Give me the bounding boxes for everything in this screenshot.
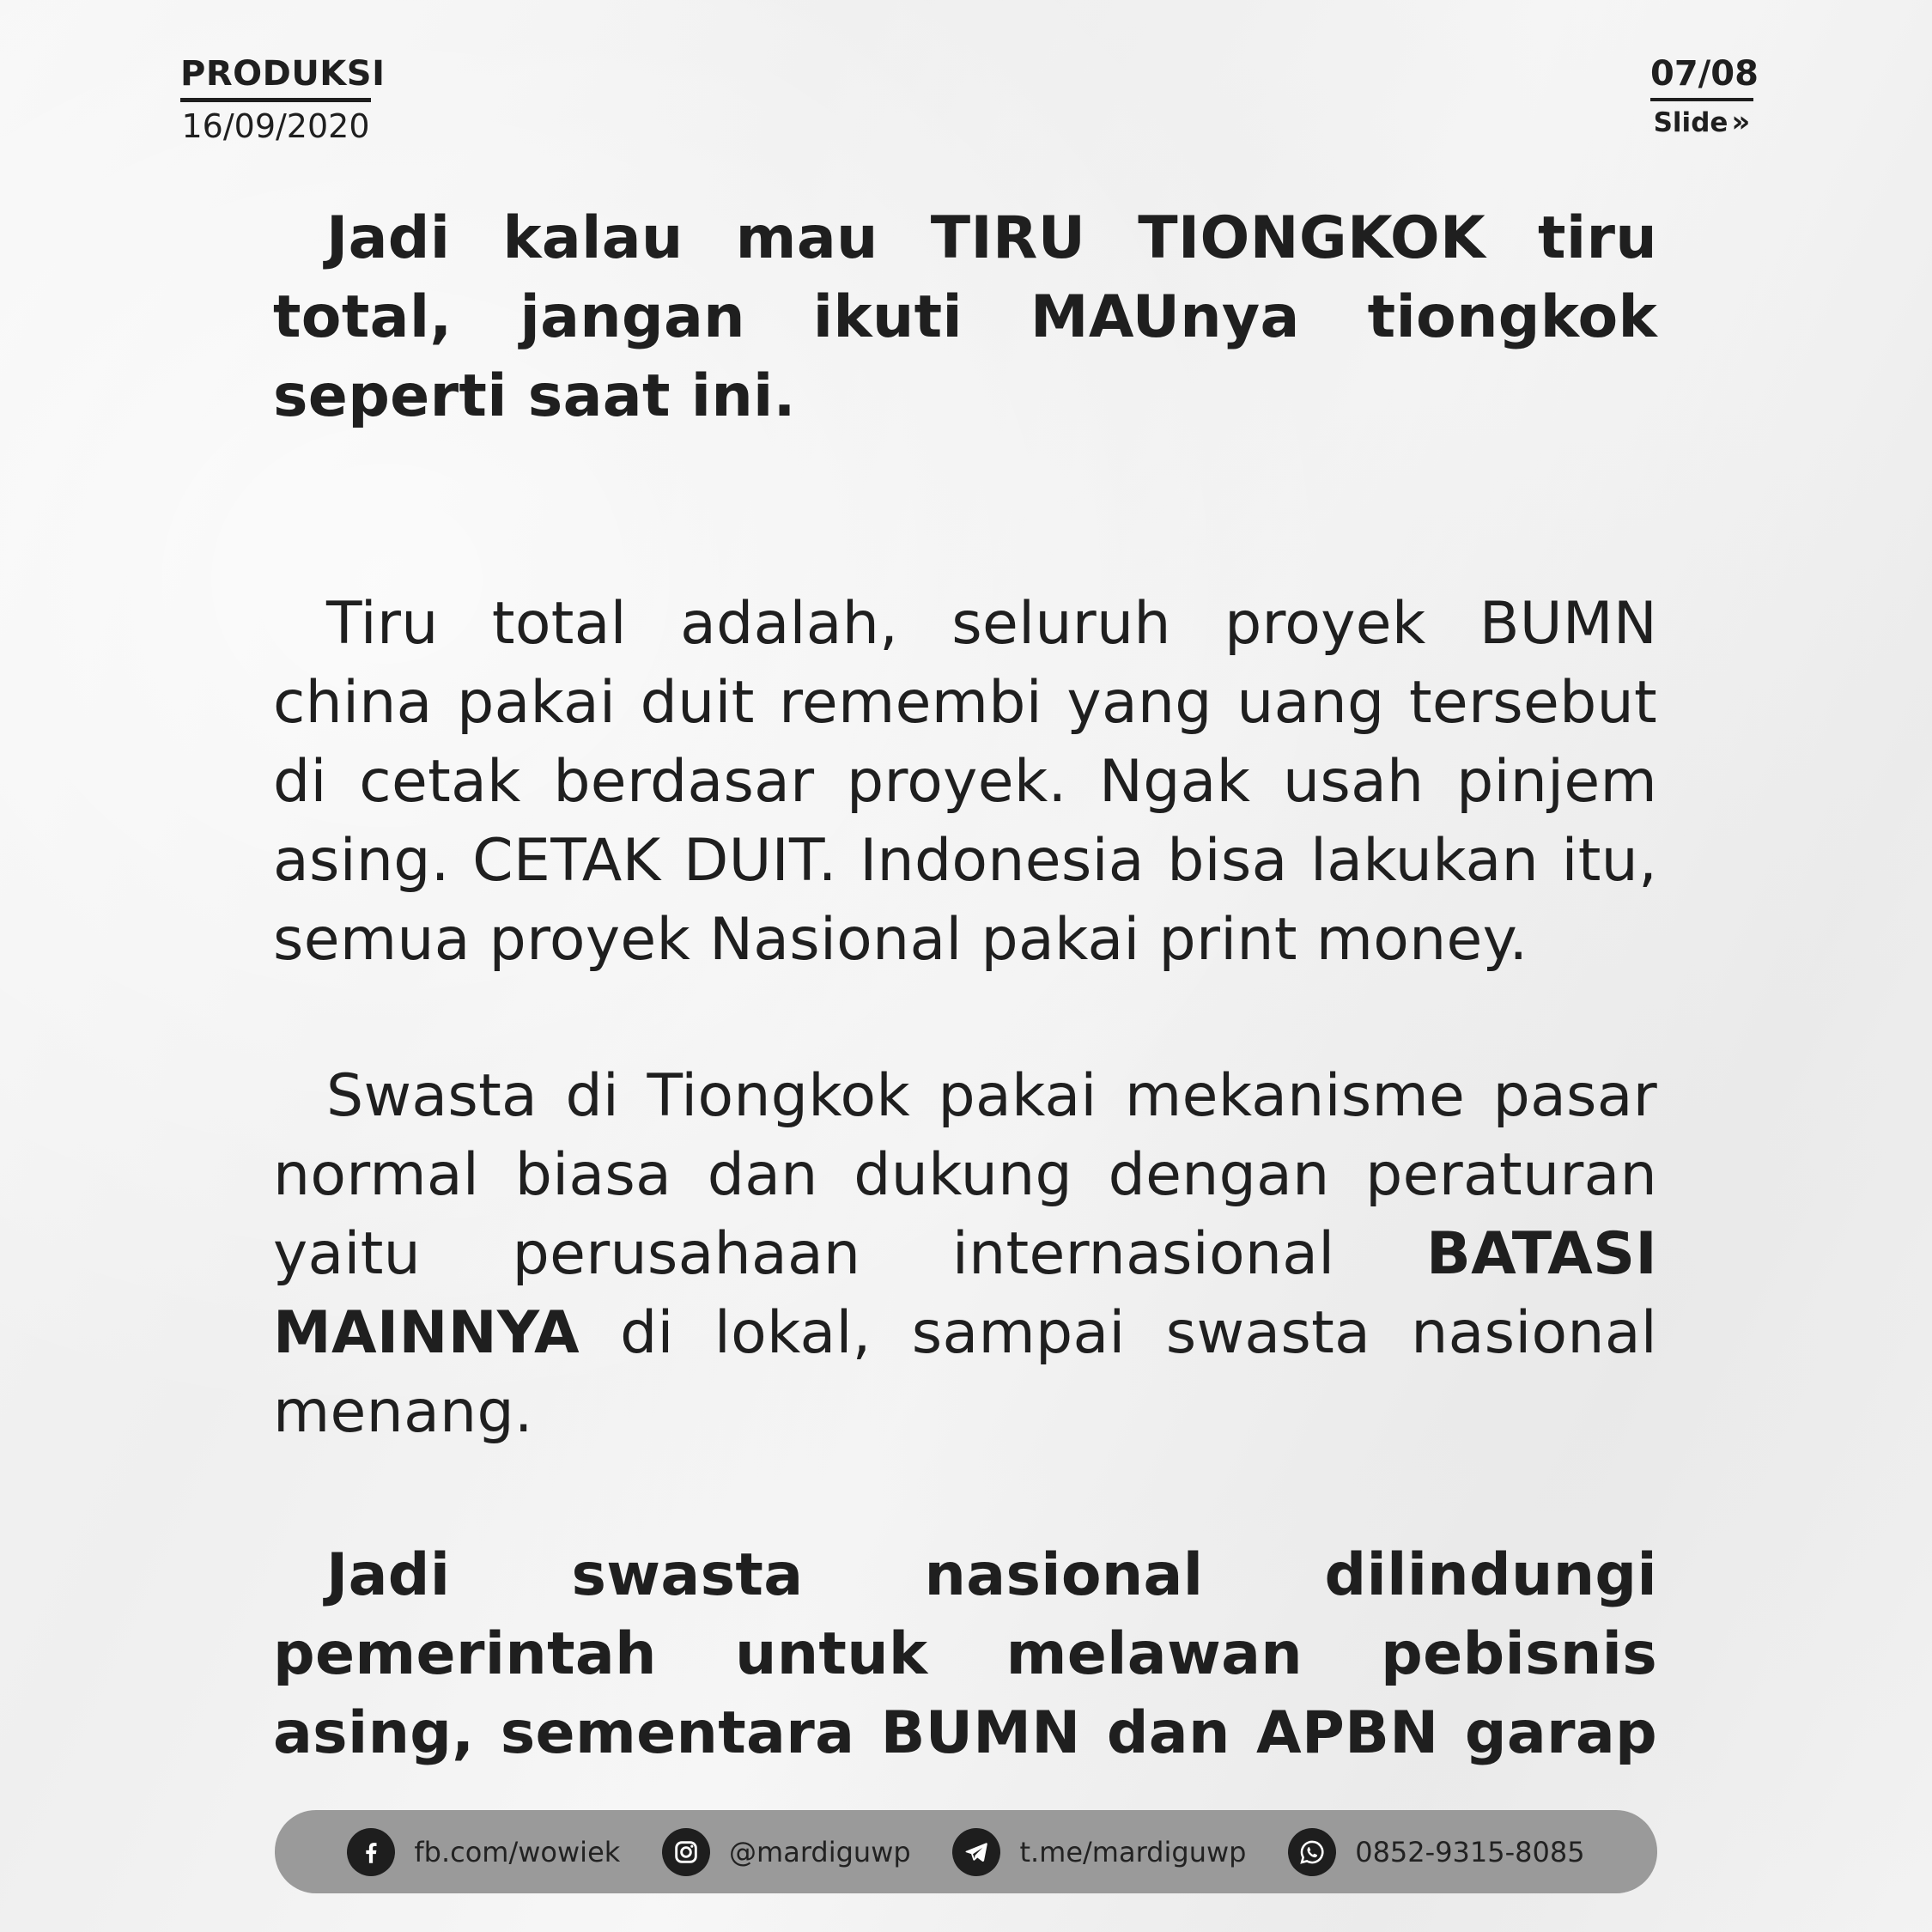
instagram-link[interactable] bbox=[662, 1828, 911, 1876]
next-slide-button[interactable] bbox=[1650, 106, 1753, 138]
telegram-label: t.me/mardiguwp bbox=[1019, 1835, 1247, 1868]
paragraph-3-outro: di lokal, sampai swasta nasional menang. bbox=[273, 1299, 1657, 1446]
instagram-icon bbox=[662, 1828, 710, 1876]
whatsapp-label: 0852-9315-8085 bbox=[1355, 1835, 1585, 1868]
social-links-bar bbox=[275, 1810, 1657, 1893]
paragraph-3-intro: Swasta di Tiongkok pakai mekanisme pasar normal biasa dan dukung dengan peraturan yaitu perusahaan internasional bbox=[273, 1062, 1657, 1288]
instagram-label: @mardiguwp bbox=[729, 1835, 911, 1868]
whatsapp-link[interactable] bbox=[1288, 1828, 1584, 1876]
whatsapp-icon bbox=[1288, 1828, 1336, 1876]
facebook-link[interactable] bbox=[347, 1828, 620, 1876]
double-chevron-right-icon: » bbox=[1731, 105, 1751, 139]
facebook-label: fb.com/wowiek bbox=[414, 1835, 621, 1868]
telegram-icon bbox=[952, 1828, 1000, 1876]
slide-indicator-block[interactable] bbox=[1650, 53, 1759, 139]
paragraph-3 bbox=[273, 1057, 1657, 1452]
category-divider bbox=[180, 98, 371, 102]
category-title: PRODUKSI bbox=[180, 54, 386, 94]
header-category-block bbox=[180, 53, 386, 145]
paragraph-3-emphasis: BATASI MAINNYA bbox=[273, 1220, 1657, 1367]
slide-label: Slide bbox=[1653, 107, 1728, 138]
page-indicator: 07/08 bbox=[1650, 54, 1759, 94]
article-body bbox=[273, 199, 1657, 1773]
page-divider bbox=[1650, 98, 1753, 101]
paragraph-2: Tiru total adalah, seluruh proyek BUMN china pakai duit remembi yang uang tersebut di cetak berdasar proyek. Ngak usah pinjem asing. CETAK DUIT. Indonesia bisa lakukan itu, semua proyek Nasional pakai print money. bbox=[273, 590, 1657, 974]
facebook-icon bbox=[347, 1828, 395, 1876]
post-date: 16/09/2020 bbox=[181, 107, 370, 145]
telegram-link[interactable] bbox=[952, 1828, 1246, 1876]
paragraph-4: Jadi swasta nasional dilindungi pemerintah untuk melawan pebisnis asing, sementara BUMN dan APBN garap bbox=[273, 1541, 1657, 1767]
paragraph-1: Jadi kalau mau TIRU TIONGKOK tiru total, jangan ikuti MAUnya tiongkok seperti saat ini. bbox=[273, 204, 1657, 430]
